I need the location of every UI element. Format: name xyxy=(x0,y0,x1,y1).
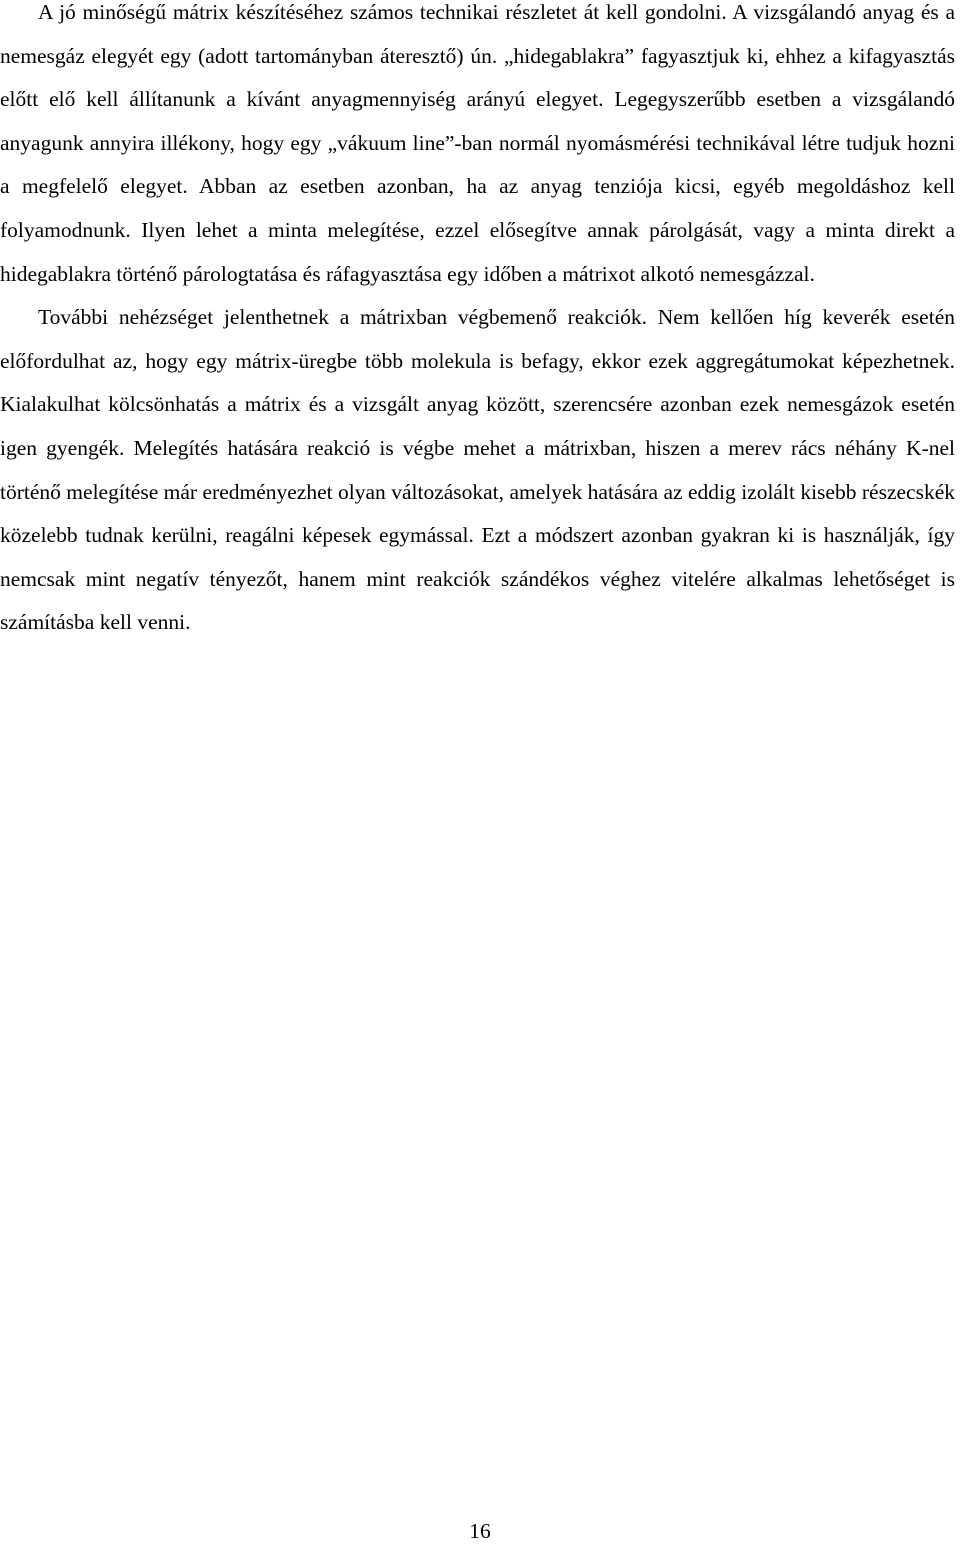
paragraph-matrix-reactions: További nehézséget jelenthetnek a mátrixban végbemenő reakciók. Nem kellően híg keverék esetén előfordulhat az, hogy egy mátrix-üregbe több molekula is befagy, ekkor ezek aggregátumokat képezhetnek. Kialakulhat kölcsönhatás a mátrix és a vizsgált anyag között, szerencsére azonban ezek nemesgázok esetén igen gyengék. Melegítés hatására reakció is végbe mehet a mátrixban, hiszen a merev rács néhány K-nel történő melegítése már eredményezhet olyan változásokat, amelyek hatására az eddig izolált kisebb részecskék közelebb tudnak kerülni, reagálni képesek egymással. Ezt a módszert azonban gyakran ki is használják, így nemcsak mint negatív tényezőt, hanem mint reakciók szándékos véghez vitelére alkalmas lehetőséget is számításba kell venni. xyxy=(0,305,955,635)
page-number: 16 xyxy=(469,1519,491,1543)
body-text xyxy=(0,0,955,645)
paragraph-matrix-preparation: A jó minőségű mátrix készítéséhez számos technikai részletet át kell gondolni. A vizsgálandó anyag és a nemesgáz elegyét egy (adott tartományban áteresztő) ún. „hidegablakra” fagyasztjuk ki, ehhez a kifagyasztás előtt elő kell állítanunk a kívánt anyagmennyiség arányú elegyet. Legegyszerűbb esetben a vizsgálandó anyagunk annyira illékony, hogy egy „vákuum line”-ban normál nyomásmérési technikával létre tudjuk hozni a megfelelő elegyet. Abban az esetben azonban, ha az anyag tenziója kicsi, egyéb megoldáshoz kell folyamodnunk. Ilyen lehet a minta melegítése, ezzel elősegítve annak párolgását, vagy a minta direkt a hidegablakra történő párologtatása és ráfagyasztása egy időben a mátrixot alkotó nemesgázzal. xyxy=(0,0,955,286)
